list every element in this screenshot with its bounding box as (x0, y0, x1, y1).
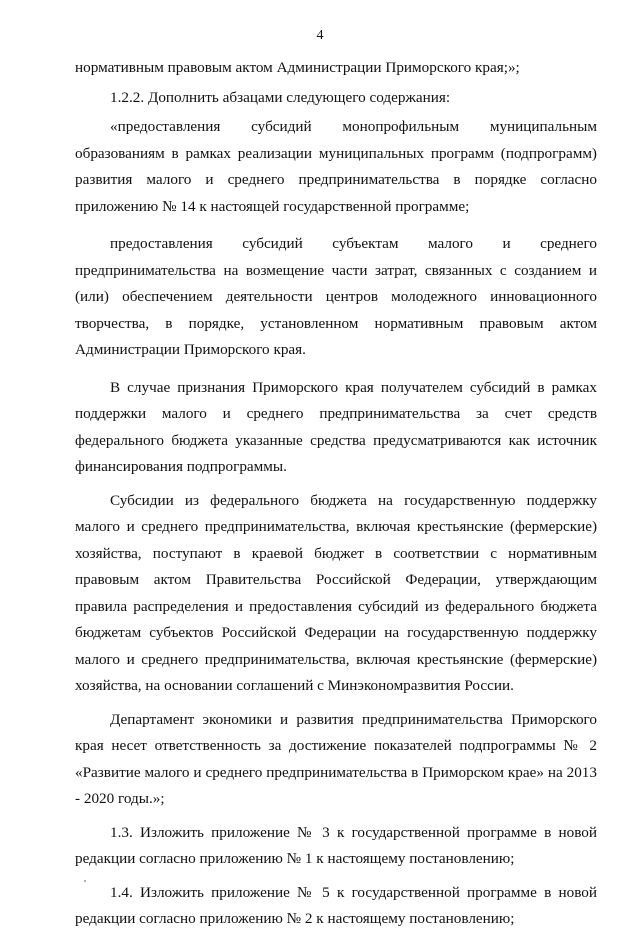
paragraph-9: 1.4. Изложить приложение № 5 к государственной программе в новой редакции согласно приложению № 2 к настоящему постановлению; (75, 883, 597, 927)
paragraph-7: Департамент экономики и развития предпринимательства Приморского края несет ответственность за достижение показателей подпрограммы № 2 «Развитие малого и среднего предпринимательства в Приморском крае» на 2013 - 2020 годы.»; (75, 710, 597, 807)
scan-speck (84, 880, 86, 882)
page-number: 4 (316, 28, 324, 43)
paragraph-8: 1.3. Изложить приложение № 3 к государственной программе в новой редакции согласно приложению № 1 к настоящему постановлению; (75, 823, 597, 867)
paragraph-5: В случае признания Приморского края получателем субсидий в рамках поддержки малого и среднего предпринимательства за счет средств федерального бюджета указанные средства предусматриваются как источник финансирования подпрограммы. (75, 378, 597, 475)
paragraph-3: «предоставления субсидий монопрофильным муниципальным образованиям в рамках реализации муниципальных программ (подпрограмм) развития малого и среднего предпринимательства в порядке согласно приложению № 14 к настоящей государственной программе; (75, 118, 597, 215)
paragraph-6: Субсидии из федерального бюджета на государственную поддержку малого и среднего предпринимательства, включая крестьянские (фермерские) хозяйства, поступают в краевой бюджет в соответствии с нормативным правовым актом Правительства Российской Федерации, утверждающим правила распределения и предоставления субсидий из федерального бюджета бюджетам субъектов Российской Федерации на государственную поддержку малого и среднего предпринимательства, включая крестьянские (фермерские) хозяйства, на основании соглашений с Минэкономразвития России. (75, 491, 597, 694)
paragraph-1: нормативным правовым актом Администрации Приморского края;»; (75, 59, 520, 76)
document-body (75, 55, 597, 933)
paragraph-2: 1.2.2. Дополнить абзацами следующего содержания: (110, 88, 451, 106)
paragraph-4: предоставления субсидий субъектам малого и среднего предпринимательства на возмещение части затрат, связанных с созданием и (или) обеспечением деятельности центров молодежного инновационного творчества, в порядке, установленном нормативным правовым актом Администрации Приморского края. (75, 235, 597, 358)
